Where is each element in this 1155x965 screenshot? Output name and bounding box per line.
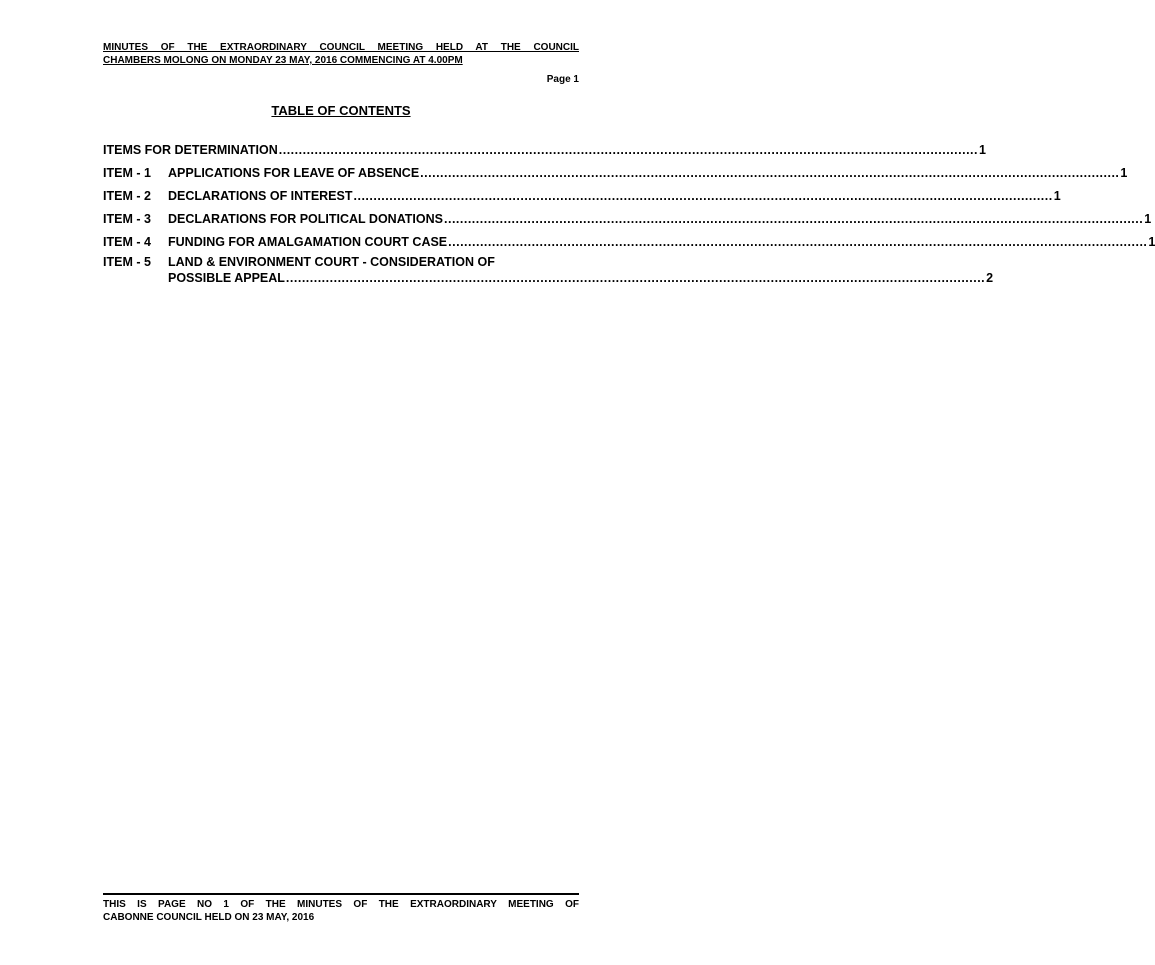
- toc-page-number: 1: [1053, 189, 1061, 203]
- toc-leader-dots: [444, 212, 1143, 226]
- toc-page-number: 1: [1144, 212, 1152, 226]
- footer-divider: [103, 893, 579, 895]
- toc-leader-dots: [354, 189, 1053, 203]
- toc-item-number: ITEM - 2: [103, 189, 151, 203]
- toc-leader-dots: [286, 270, 985, 286]
- toc-item-title: FUNDING FOR AMALGAMATION COURT CASE: [168, 235, 448, 249]
- toc-leader-dots: [448, 235, 1147, 249]
- toc-page-number: 1: [979, 143, 986, 157]
- toc-item-number: ITEM - 1: [103, 166, 151, 180]
- footer-line-1: THIS IS PAGE NO 1 OF THE MINUTES OF THE EXTRAORDINARY MEETING OF: [103, 899, 579, 910]
- toc-item-number: ITEM - 5: [103, 255, 151, 269]
- toc-item-row[interactable]: [103, 157, 1128, 180]
- header-page-number: Page 1: [546, 74, 579, 85]
- toc-page-number: 2: [986, 271, 994, 285]
- toc-item-number: ITEM - 3: [103, 212, 151, 226]
- footer-line-2: CABONNE COUNCIL HELD ON 23 MAY, 2016: [103, 912, 315, 923]
- header-line-2: CHAMBERS MOLONG ON MONDAY 23 MAY, 2016 COMMENCING AT 4.00PM: [103, 55, 463, 66]
- toc-item-title: DECLARATIONS FOR POLITICAL DONATIONS: [168, 212, 443, 226]
- toc-item-body: [168, 249, 993, 286]
- page-header: [103, 41, 579, 86]
- toc-item-title-continuation: [168, 270, 993, 286]
- toc-item-title: DECLARATIONS OF INTEREST: [168, 189, 353, 203]
- toc-item-row[interactable]: [103, 203, 1152, 226]
- toc-item-row[interactable]: [103, 180, 1061, 203]
- toc-page-number: 1: [1148, 235, 1155, 249]
- table-of-contents: [103, 134, 1155, 286]
- toc-item-number: ITEM - 4: [103, 235, 151, 249]
- toc-page-number: 1: [1120, 166, 1128, 180]
- toc-item-title-line-2: POSSIBLE APPEAL: [168, 271, 285, 285]
- toc-item-title: LAND & ENVIRONMENT COURT - CONSIDERATION OF: [168, 255, 495, 269]
- toc-item-row[interactable]: [103, 226, 1155, 249]
- page-footer: [103, 898, 579, 924]
- toc-leader-dots: [279, 143, 978, 157]
- toc-item-row[interactable]: [103, 249, 994, 286]
- toc-leader-dots: [420, 166, 1119, 180]
- header-line-1: MINUTES OF THE EXTRAORDINARY COUNCIL MEETING HELD AT THE COUNCIL: [103, 42, 579, 53]
- toc-section-row[interactable]: [103, 134, 986, 157]
- toc-item-title: APPLICATIONS FOR LEAVE OF ABSENCE: [168, 166, 420, 180]
- toc-title: TABLE OF CONTENTS: [271, 103, 411, 118]
- toc-section-label: ITEMS FOR DETERMINATION: [103, 143, 278, 157]
